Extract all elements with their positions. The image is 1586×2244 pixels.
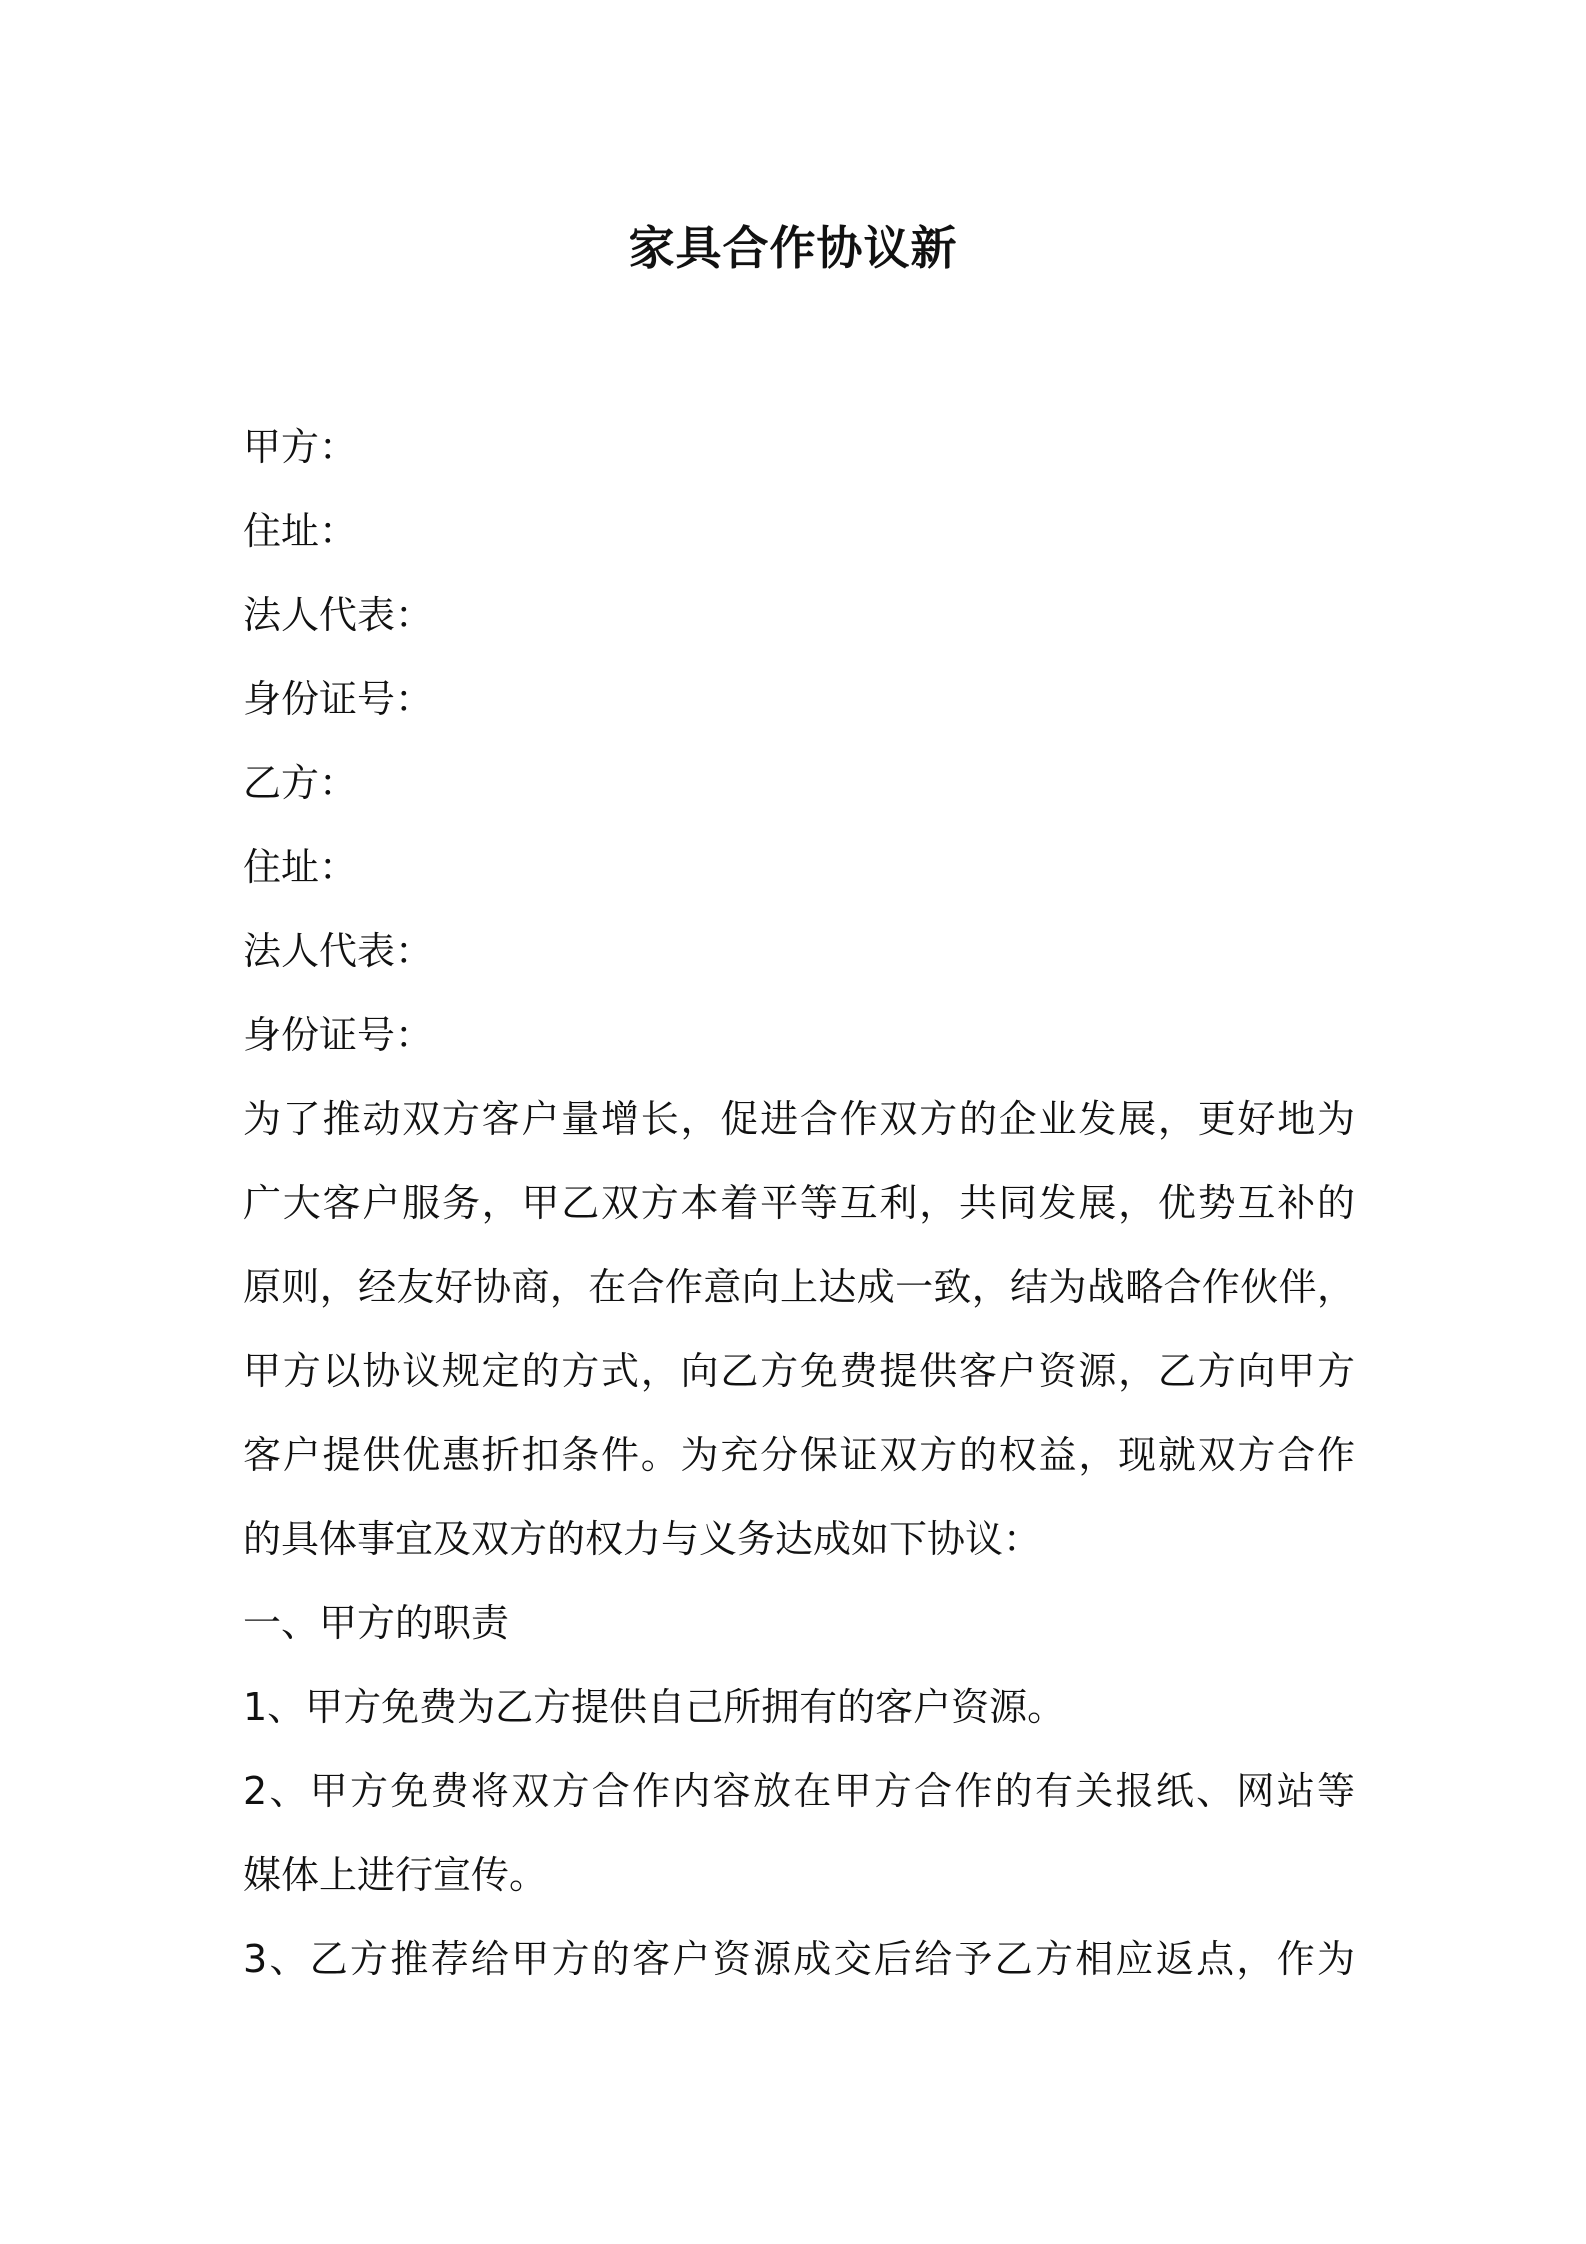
party-a-id-label: 身份证号：: [243, 677, 434, 721]
section-1-item-1: 1、甲方免费为乙方提供自己所拥有的客户资源。: [243, 1685, 1066, 1729]
party-a-address-label: 住址：: [243, 509, 358, 553]
section-1-item-2-line: 2、甲方免费将双方合作内容放在甲方合作的有关报纸、网站等: [243, 1769, 1355, 1813]
preamble-line: 甲方以协议规定的方式，向乙方免费提供客户资源，乙方向甲方: [243, 1349, 1355, 1393]
party-a-name-label: 甲方：: [243, 425, 358, 469]
preamble-line: 客户提供优惠折扣条件。为充分保证双方的权益，现就双方合作: [243, 1433, 1355, 1477]
preamble-line: 的具体事宜及双方的权力与义务达成如下协议：: [243, 1517, 1042, 1561]
preamble-line: 广大客户服务，甲乙双方本着平等互利，共同发展，优势互补的: [243, 1181, 1355, 1225]
party-b-name-label: 乙方：: [243, 761, 358, 805]
party-b-legal-rep-label: 法人代表：: [243, 929, 434, 973]
document-body: [243, 405, 1355, 2001]
preamble-line: 为了推动双方客户量增长，促进合作双方的企业发展，更好地为: [243, 1097, 1355, 1141]
section-1-item-2-line: 媒体上进行宣传。: [243, 1853, 548, 1897]
section-1-item-3-line: 3、乙方推荐给甲方的客户资源成交后给予乙方相应返点，作为: [243, 1937, 1355, 1981]
document-title: 家具合作协议新: [628, 221, 958, 275]
section-1-heading: 一、甲方的职责: [243, 1601, 510, 1645]
party-b-address-label: 住址：: [243, 845, 358, 889]
preamble-line: 原则，经友好协商，在合作意向上达成一致，结为战略合作伙伴，: [243, 1265, 1355, 1309]
party-a-legal-rep-label: 法人代表：: [243, 593, 434, 637]
party-b-id-label: 身份证号：: [243, 1013, 434, 1057]
